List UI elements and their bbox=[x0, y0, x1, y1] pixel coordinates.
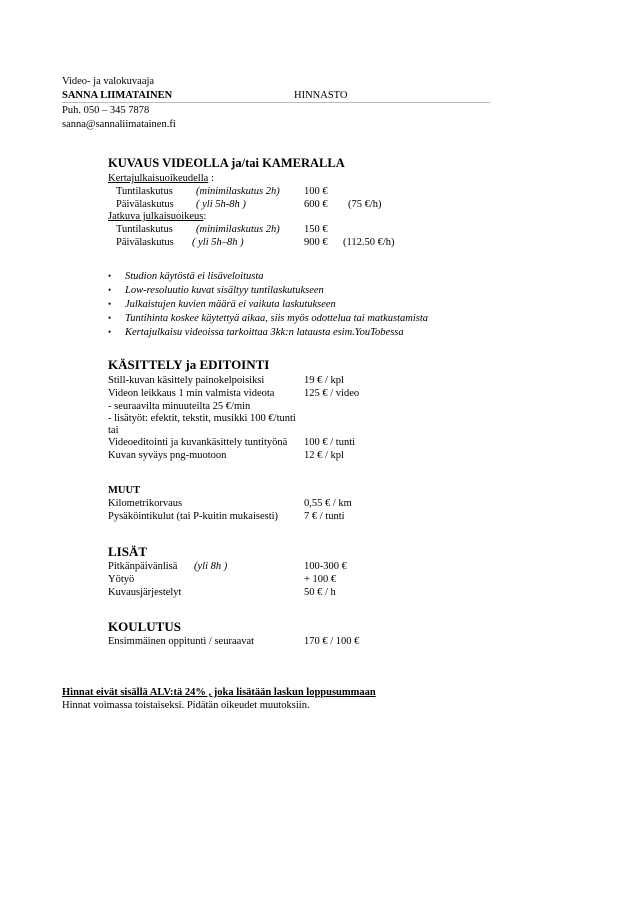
kasittely-line: - seuraavilta minuuteilta 25 €/min bbox=[108, 401, 251, 412]
header-divider bbox=[62, 102, 490, 103]
muut-line: Kilometrikorvaus bbox=[108, 498, 183, 509]
kerta-row-note: (minimilaskutus 2h) bbox=[196, 186, 280, 197]
bullet-text: Low-resoluutio kuvat sisältyy tuntilaskutukseen bbox=[125, 285, 324, 296]
header-email: sanna@sannaliimatainen.fi bbox=[62, 119, 176, 130]
validity-notice: Hinnat voimassa toistaiseksi. Pidätän oikeudet muutoksiin. bbox=[62, 700, 310, 711]
kasittely-line: tai bbox=[108, 425, 119, 436]
kerta-row-note: ( yli 5h-8h ) bbox=[196, 199, 246, 210]
bullet-icon: • bbox=[108, 299, 112, 309]
kasittely-title: KÄSITTELY ja EDITOINTI bbox=[108, 357, 270, 372]
muut-price: 7 € / tunti bbox=[304, 511, 345, 522]
lisat-price: + 100 € bbox=[304, 574, 337, 585]
header-name: SANNA LIIMATAINEN bbox=[62, 90, 173, 101]
kerta-row-price: 100 € bbox=[304, 186, 328, 197]
muut-price: 0,55 € / km bbox=[304, 498, 352, 509]
header-phone: Puh. 050 – 345 7878 bbox=[62, 105, 150, 116]
bullet-text: Tuntihinta koskee käytettyä aikaa, siis myös odottelua tai matkustamista bbox=[125, 313, 429, 324]
muut-line: Pysäköintikulut (tai P-kuitin mukaisesti) bbox=[108, 511, 279, 522]
kasittely-price: 19 € / kpl bbox=[304, 375, 344, 386]
jatkuva-row-price: 900 € bbox=[304, 237, 328, 248]
bullet-icon: • bbox=[108, 327, 112, 337]
jatkuva-row-price: 150 € bbox=[304, 224, 328, 235]
kerta-row-price: 600 € bbox=[304, 199, 328, 210]
kasittely-line: Videon leikkaus 1 min valmista videota bbox=[108, 388, 275, 399]
koulutus-line: Ensimmäinen oppitunti / seuraavat bbox=[108, 636, 255, 647]
lisat-note: (yli 8h ) bbox=[194, 561, 228, 572]
bullet-text: Kertajulkaisu videoissa tarkoittaa 3kk:n latausta esim.YouTobessa bbox=[125, 327, 404, 338]
kasittely-line: Videoeditointi ja kuvankäsittely tuntityönä bbox=[108, 437, 288, 448]
bullet-text: Studion käytöstä ei lisäveloitusta bbox=[125, 271, 264, 282]
bullet-icon: • bbox=[108, 285, 112, 295]
kerta-heading: Kertajulkaisuoikeudella : bbox=[108, 173, 214, 184]
header-line1: Video- ja valokuvaaja bbox=[62, 76, 155, 87]
jatkuva-heading: Jatkuva julkaisuoikeus: bbox=[108, 211, 207, 222]
jatkuva-row-label: Tuntilaskutus bbox=[116, 224, 173, 235]
kasittely-line: - lisätyöt: efektit, tekstit, musikki 100 €/tunti bbox=[108, 413, 296, 424]
lisat-line: Yötyö bbox=[108, 574, 135, 585]
lisat-price: 100-300 € bbox=[304, 561, 347, 572]
kerta-row-hourly: (75 €/h) bbox=[348, 199, 382, 210]
koulutus-price: 170 € / 100 € bbox=[304, 636, 360, 647]
koulutus-title: KOULUTUS bbox=[108, 619, 181, 634]
vat-notice: Hinnat eivät sisällä ALV:tä 24% , joka lisätään laskun loppusummaan bbox=[62, 687, 376, 698]
lisat-price: 50 € / h bbox=[304, 587, 336, 598]
lisat-title: LISÄT bbox=[108, 544, 148, 559]
doc-title: HINNASTO bbox=[294, 90, 348, 101]
kasittely-price: 125 € / video bbox=[304, 388, 360, 399]
kasittely-line: Still-kuvan käsittely painokelpoisiksi bbox=[108, 375, 265, 386]
kasittely-line: Kuvan syväys png-muotoon bbox=[108, 450, 227, 461]
kerta-row-label: Tuntilaskutus bbox=[116, 186, 173, 197]
lisat-line: Pitkänpäivänlisä bbox=[108, 561, 178, 572]
muut-title: MUUT bbox=[108, 485, 141, 496]
kerta-row-label: Päivälaskutus bbox=[116, 199, 174, 210]
jatkuva-row-note: ( yli 5h–8h ) bbox=[192, 237, 244, 248]
jatkuva-row-hourly: (112.50 €/h) bbox=[343, 237, 395, 248]
jatkuva-row-label: Päivälaskutus bbox=[116, 237, 174, 248]
kasittely-price: 100 € / tunti bbox=[304, 437, 356, 448]
lisat-line: Kuvausjärjestelyt bbox=[108, 587, 182, 598]
jatkuva-row-note: (minimilaskutus 2h) bbox=[196, 224, 280, 235]
kuvaus-title: KUVAUS VIDEOLLA ja/tai KAMERALLA bbox=[108, 156, 345, 170]
bullet-text: Julkaistujen kuvien määrä ei vaikuta laskutukseen bbox=[125, 299, 336, 310]
kasittely-price: 12 € / kpl bbox=[304, 450, 344, 461]
bullet-icon: • bbox=[108, 313, 112, 323]
bullet-icon: • bbox=[108, 271, 112, 281]
